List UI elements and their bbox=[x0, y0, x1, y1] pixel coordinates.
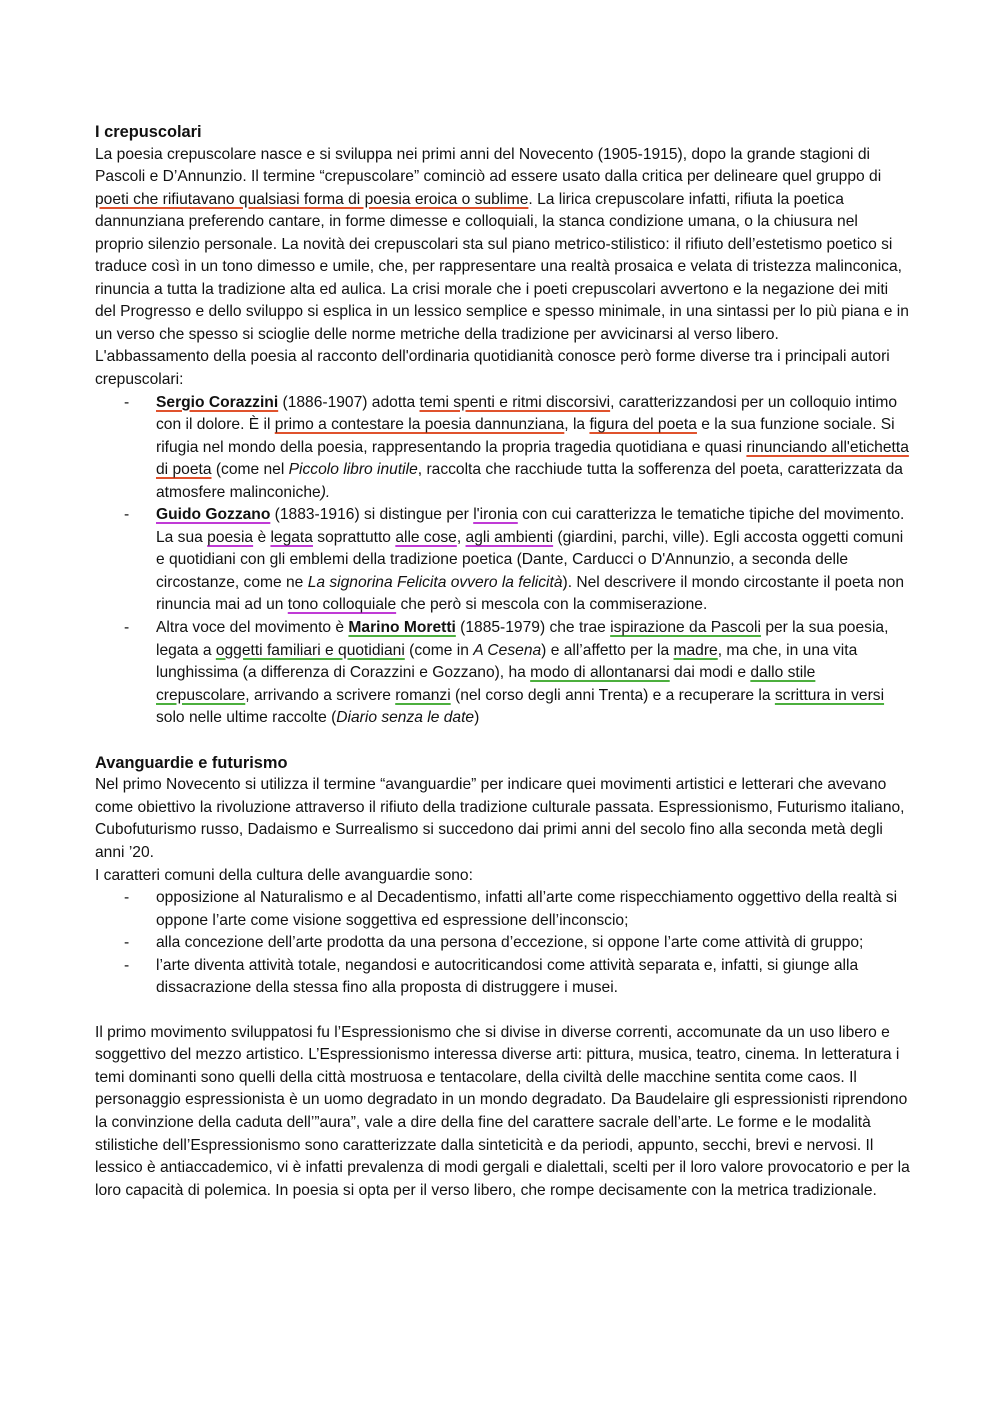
list-item: - alla concezione dell’arte prodotta da una persona d’eccezione, si oppone l’arte come attività di gruppo; bbox=[95, 932, 910, 955]
italic-title: La signorina Felicita ovvero la felicità bbox=[307, 573, 563, 591]
text-run: che però si mescola con la commiserazione. bbox=[396, 596, 708, 614]
text-run: , bbox=[456, 528, 466, 546]
italic-title: A Cesena bbox=[473, 641, 542, 659]
underlined-phrase: rinunciando all'etichetta di poeta bbox=[156, 438, 909, 479]
text-run: dai modi e bbox=[669, 664, 751, 682]
text-run: ) e all’affetto per la bbox=[541, 641, 674, 659]
underlined-phrase: oggetti familiari e quotidiani bbox=[215, 641, 405, 659]
text-run: , la bbox=[564, 416, 590, 434]
underlined-phrase: l'ironia bbox=[473, 506, 518, 524]
document-page bbox=[95, 121, 910, 1202]
text-run: (1886-1907) adotta bbox=[278, 393, 420, 411]
section-spacer bbox=[95, 730, 910, 752]
author-name-gozzano: Guido Gozzano bbox=[156, 506, 271, 524]
authors-list bbox=[95, 392, 910, 730]
text-run: (come nel bbox=[211, 461, 289, 479]
avanguardie-paragraph-1: Nel primo Novecento si utilizza il termine “avanguardie” per indicare quei movimenti artistici e letterari che avevano come obiettivo la rivoluzione attraverso il rifiuto della tradizione culturale passata. Espressionismo, Futurismo italiano, Cubofuturismo russo, Dadaismo e Surrealismo si succedono dai primi anni del secolo fino alla seconda metà degli anni ’20. bbox=[95, 776, 905, 861]
avanguardie-traits-list bbox=[95, 887, 910, 1000]
underlined-phrase: madre bbox=[673, 641, 718, 659]
underlined-phrase: legata bbox=[270, 528, 313, 546]
intro-text-b: . La lirica crepuscolare infatti, rifiuta la poetica dannunziana preferendo cantare, in forme dimesse e colloquiali, la stanca condizione umana, o la chiusura nel proprio silenzio personale. La novità dei crepuscolari sta sul piano metrico-stilistico: il rifiuto dell’estetismo poetico si traduce così in un tono dimesso e umile, che, per rappresentare una realtà prosaica e velata di tristezza malinconica, rinuncia a tutta la tradizione alta ed aulica. La crisi morale che i poeti crepuscolari avvertono e la negazione dei miti del Progresso e dello sviluppo si esplica in un lessico semplice e spesso minimale, in una sintassi per lo più piana e in un verso che spesso si scioglie delle norme metriche della tradizione per avvicinarsi al verso libero. bbox=[95, 190, 909, 343]
text-run: ) bbox=[474, 709, 480, 727]
underlined-phrase: poesia bbox=[207, 528, 254, 546]
list-item: - l’arte diventa attività totale, negandosi e autocriticandosi come attività separata e, infatti, si giunge alla dissacrazione della stessa fino alla proposta di distruggere i musei. bbox=[95, 955, 910, 1000]
underlined-phrase: ispirazione da Pascoli bbox=[610, 619, 761, 637]
avanguardie-paragraph-2: I caratteri comuni della cultura delle avanguardie sono: bbox=[95, 866, 473, 884]
underlined-phrase: agli ambienti bbox=[465, 528, 554, 546]
italic-title: Piccolo libro inutile bbox=[288, 461, 418, 479]
text-run: (come in bbox=[404, 641, 474, 659]
section-title-crepuscolari: I crepuscolari bbox=[95, 123, 202, 141]
underlined-phrase: figura del poeta bbox=[589, 416, 697, 434]
list-item-corazzini bbox=[95, 392, 910, 505]
text-run: (1883-1916) si distingue per bbox=[270, 506, 474, 524]
intro-text-a: La poesia crepuscolare nasce e si sviluppa nei primi anni del Novecento (1905-1915), dopo la grande stagioni di Pascoli e D’Annunzio. Il termine “crepuscolare” cominciò ad essere usato dalla critica per delineare quel gruppo di bbox=[95, 145, 882, 186]
author-name-corazzini: Sergio Corazzini bbox=[156, 393, 279, 411]
underlined-phrase: dallo stile crepuscolare bbox=[156, 664, 816, 704]
underlined-phrase: romanzi bbox=[395, 686, 451, 704]
text-run: (giardini, parchi, ville). Egli accosta oggetti comuni e quotidiani con gli emblemi della tradizione poetica (Dante, Carducci o D'Annunzio, a seconda delle circostanze, come ne bbox=[156, 528, 904, 591]
text-run: , ma che, in una vita lunghissima (a differenza di Corazzini e Gozzano), ha bbox=[156, 641, 858, 682]
italic-title: Diario senza le date bbox=[336, 709, 475, 727]
underlined-phrase: primo a contestare la poesia dannunziana bbox=[274, 416, 565, 434]
text-run: (nel corso degli anni Trenta) e a recuperare la bbox=[450, 686, 775, 704]
text-run: per la sua poesia, legata a bbox=[156, 619, 889, 659]
underlined-phrase: alle cose bbox=[395, 528, 457, 546]
text-run: ). Nel descrivere il mondo circostante il poeta non rinuncia mai ad un bbox=[156, 573, 905, 614]
italic-text: ). bbox=[320, 483, 331, 501]
paragraph-spacer bbox=[95, 1000, 910, 1022]
crepuscolari-second-paragraph: L'abbassamento della poesia al racconto dell'ordinaria quotidianità conosce però forme diverse tra i principali autori crepuscolari: bbox=[95, 348, 890, 389]
text-run: , arrivando a scrivere bbox=[245, 686, 396, 704]
text-run: è bbox=[253, 528, 271, 546]
section-title-avanguardie: Avanguardie e futurismo bbox=[95, 753, 288, 772]
text-run: Altra voce del movimento è bbox=[156, 619, 349, 637]
list-item-moretti bbox=[95, 617, 910, 730]
text-run: (1885-1979) che trae bbox=[455, 619, 611, 637]
text-run: e la sua funzione sociale. Si rifugia nel mondo della poesia, rappresentando la propria tragedia quotidiana e quasi bbox=[156, 416, 895, 456]
list-item: - opposizione al Naturalismo e al Decadentismo, infatti all’arte come rispecchiamento oggettivo della realtà si oppone l’arte come visione soggettiva ed espressione dell’inconscio; bbox=[95, 887, 910, 932]
espressionismo-paragraph: Il primo movimento sviluppatosi fu l’Espressionismo che si divise in diverse correnti, accomunate da un uso libero e soggettivo del mezzo artistico. L’Espressionismo interessa diverse arti: pittura, musica, teatro, cinema. In letteratura i temi dominanti sono quelli della città mostruosa e tentacolare, della civiltà delle macchine sentita come caos. Il personaggio espressionista è un uomo degradato in un mondo degradato. Da Baudelaire gli espressionisti riprendono la convinzione della caduta dell’”aura”, vale a dire della fine del carattere sacrale dell’arte. Le forme e le modalità stilistiche dell’Espressionismo sono caratterizzate dalla sinteticità e da periodi, appunto, secchi, brevi e nervosi. Il lessico è antiaccademico, vi è infatti prevalenza di modi gergali e dialettali, scelti per il loro valore provocatorio e per la loro capacità di polemica. In poesia si opta per il verso libero, che rompe decisamente con la metrica tradizionale. bbox=[95, 1023, 910, 1199]
underlined-phrase: temi spenti e ritmi discorsivi bbox=[419, 393, 611, 411]
crepuscolari-intro-paragraph bbox=[95, 144, 910, 347]
text-run: con cui caratterizza le tematiche tipiche del movimento. La sua bbox=[156, 506, 905, 546]
underlined-phrase: modo di allontanarsi bbox=[530, 664, 670, 682]
underlined-phrase: tono colloquiale bbox=[287, 596, 397, 614]
underlined-phrase: scrittura in versi bbox=[774, 686, 885, 704]
author-name-moretti: Marino Moretti bbox=[348, 619, 456, 637]
text-run: , raccolta che racchiude tutta la sofferenza del poeta, caratterizzata da atmosfere malinconiche bbox=[156, 461, 903, 501]
intro-underlined-phrase: poeti che rifiutavano qualsiasi forma di poesia eroica o sublime bbox=[95, 190, 529, 208]
list-item-gozzano bbox=[95, 504, 910, 617]
text-run: solo nelle ultime raccolte ( bbox=[156, 709, 337, 727]
text-run: soprattutto bbox=[312, 528, 396, 546]
text-run: , caratterizzandosi per un colloquio intimo con il dolore. È il bbox=[156, 393, 898, 434]
